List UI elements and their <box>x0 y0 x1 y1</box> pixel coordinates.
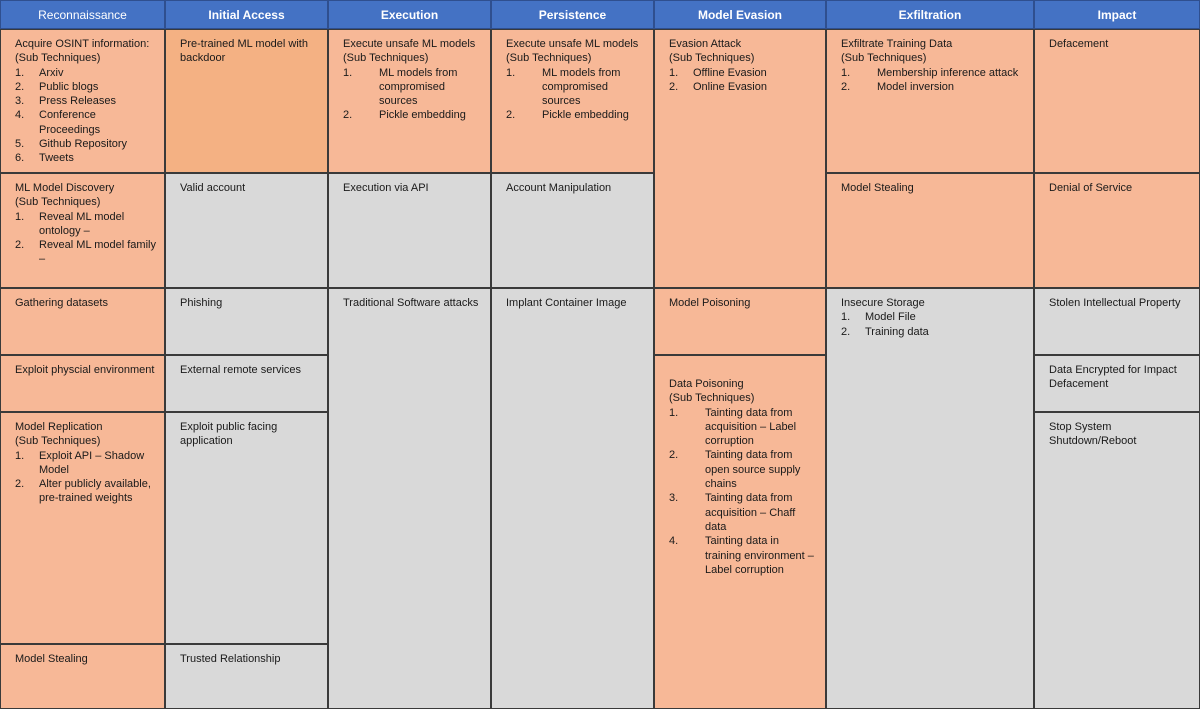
cell-execute-unsafe-models <box>328 29 491 173</box>
list-item: 3. Tainting data from acquisition – Chaff data <box>669 492 796 533</box>
cell-pretrained-backdoor <box>165 29 328 173</box>
list-item: 1. Arxiv <box>15 66 64 79</box>
header-execution: Execution <box>328 0 491 29</box>
cell-text: Account Manipulation <box>506 182 612 194</box>
cell-trusted-relationship <box>165 644 328 709</box>
cell-text: Pre-trained ML model with backdoor <box>180 38 308 65</box>
list-item: 2. Alter publicly available, pre-trained weights <box>15 478 151 505</box>
cell-model-poisoning <box>654 288 826 355</box>
cell-valid-account <box>165 173 328 288</box>
cell-insecure-storage <box>826 288 1034 709</box>
unsafe-sub: (Sub Techniques) <box>506 52 592 65</box>
replication-title: Model Replication <box>15 421 103 433</box>
cell-traditional-software <box>328 288 491 709</box>
list-item: 1. Tainting data from acquisition – Label corruption <box>669 406 797 448</box>
cell-data-poisoning <box>654 355 826 709</box>
cell-acquire-osint <box>0 29 165 173</box>
cell-text: Valid account <box>180 182 246 194</box>
list-item: 2. Model inversion <box>841 80 955 93</box>
evasion-sub: (Sub Techniques) <box>669 52 755 65</box>
cell-text: Model Poisoning <box>669 297 751 309</box>
cell-execution-via-api <box>328 173 491 288</box>
list-item: 1. Reveal ML model ontology – <box>15 210 125 237</box>
discovery-title: ML Model Discovery <box>15 182 115 194</box>
cell-data-encrypted <box>1034 355 1200 412</box>
cell-implant-container <box>491 288 654 709</box>
header-persistence: Persistence <box>491 0 654 29</box>
cell-text: External remote services <box>180 364 302 376</box>
cell-text: Model Stealing <box>841 182 914 194</box>
cell-exploit-public-app <box>165 412 328 644</box>
cell-stolen-ip <box>1034 288 1200 355</box>
cell-text: Stolen Intellectual Property <box>1049 297 1181 309</box>
cell-text: Execution via API <box>343 182 429 194</box>
unsafe-title: Execute unsafe ML models <box>506 38 639 50</box>
list-item: 1. ML models from compromised sources <box>343 66 458 108</box>
cell-text: Exploit public facing application <box>180 421 278 448</box>
list-item: 2. Pickle embedding <box>506 109 629 122</box>
cell-text: Model Stealing <box>15 653 88 665</box>
cell-defacement <box>1034 29 1200 173</box>
cell-text: Denial of Service <box>1049 182 1133 194</box>
list-item: 6. Tweets <box>15 152 74 165</box>
list-item: 1. Exploit API – Shadow Model <box>15 449 145 476</box>
header-exfiltration: Exfiltration <box>826 0 1034 29</box>
list-item: 2. Reveal ML model family – <box>15 239 156 266</box>
cell-text: Gathering datasets <box>15 297 108 309</box>
list-item: 2. Pickle embedding <box>343 109 466 122</box>
cell-stop-system <box>1034 412 1200 709</box>
list-item: 1. Membership inference attack <box>841 66 1019 79</box>
cell-text: Data Encrypted for Impact Defacement <box>1049 364 1177 391</box>
cell-text: Trusted Relationship <box>180 653 281 665</box>
list-item: 1. Offline Evasion <box>669 66 767 79</box>
cell-text: Traditional Software attacks <box>343 297 479 309</box>
cell-denial-of-service <box>1034 173 1200 288</box>
list-item: 4. Conference Proceedings <box>15 109 101 136</box>
replication-sub: (Sub Techniques) <box>15 435 101 448</box>
cell-account-manipulation <box>491 173 654 288</box>
cell-exploit-physical <box>0 355 165 412</box>
data-poisoning-title: Data Poisoning <box>669 378 744 390</box>
header-reconnaissance: Reconnaissance <box>0 0 165 29</box>
header-initial-access: Initial Access <box>165 0 328 29</box>
cell-text: Defacement <box>1049 38 1109 50</box>
list-item: 1. ML models from compromised sources <box>506 66 621 108</box>
list-item: 2. Training data <box>841 325 929 338</box>
data-poisoning-sub: (Sub Techniques) <box>669 392 755 405</box>
exfil-sub: (Sub Techniques) <box>841 52 927 65</box>
cell-external-remote <box>165 355 328 412</box>
cell-phishing <box>165 288 328 355</box>
cell-text: Implant Container Image <box>506 297 627 309</box>
header-model-evasion: Model Evasion <box>654 0 826 29</box>
osint-sub: (Sub Techniques) <box>15 52 101 65</box>
cell-ml-model-discovery <box>0 173 165 288</box>
cell-text: Exploit physcial environment <box>15 364 155 376</box>
osint-title: Acquire OSINT information: <box>15 38 150 50</box>
cell-persistence-unsafe-models <box>491 29 654 173</box>
cell-exfiltrate-training-data <box>826 29 1034 173</box>
list-item: 4. Tainting data in training environment – Label corruption <box>669 535 814 576</box>
cell-model-stealing-recon <box>0 644 165 709</box>
exfil-title: Exfiltrate Training Data <box>841 38 953 50</box>
list-item: 5. Github Repository <box>15 138 128 151</box>
storage-title: Insecure Storage <box>841 297 925 309</box>
cell-evasion-attack <box>654 29 826 288</box>
list-item: 3. Press Releases <box>15 95 117 108</box>
cell-text: Stop System Shutdown/Reboot <box>1049 421 1137 448</box>
cell-gathering-datasets <box>0 288 165 355</box>
list-item: 2. Online Evasion <box>669 80 767 93</box>
cell-text: Phishing <box>180 297 223 309</box>
list-item: 2. Tainting data from open source supply chains <box>669 449 801 491</box>
list-item: 1. Model File <box>841 311 916 324</box>
list-item: 2. Public blogs <box>15 80 99 93</box>
unsafe-title: Execute unsafe ML models <box>343 38 476 50</box>
cell-model-replication <box>0 412 165 644</box>
unsafe-sub: (Sub Techniques) <box>343 52 429 65</box>
header-impact: Impact <box>1034 0 1200 29</box>
discovery-sub: (Sub Techniques) <box>15 196 101 209</box>
evasion-title: Evasion Attack <box>669 38 742 50</box>
cell-model-stealing-exfil <box>826 173 1034 288</box>
